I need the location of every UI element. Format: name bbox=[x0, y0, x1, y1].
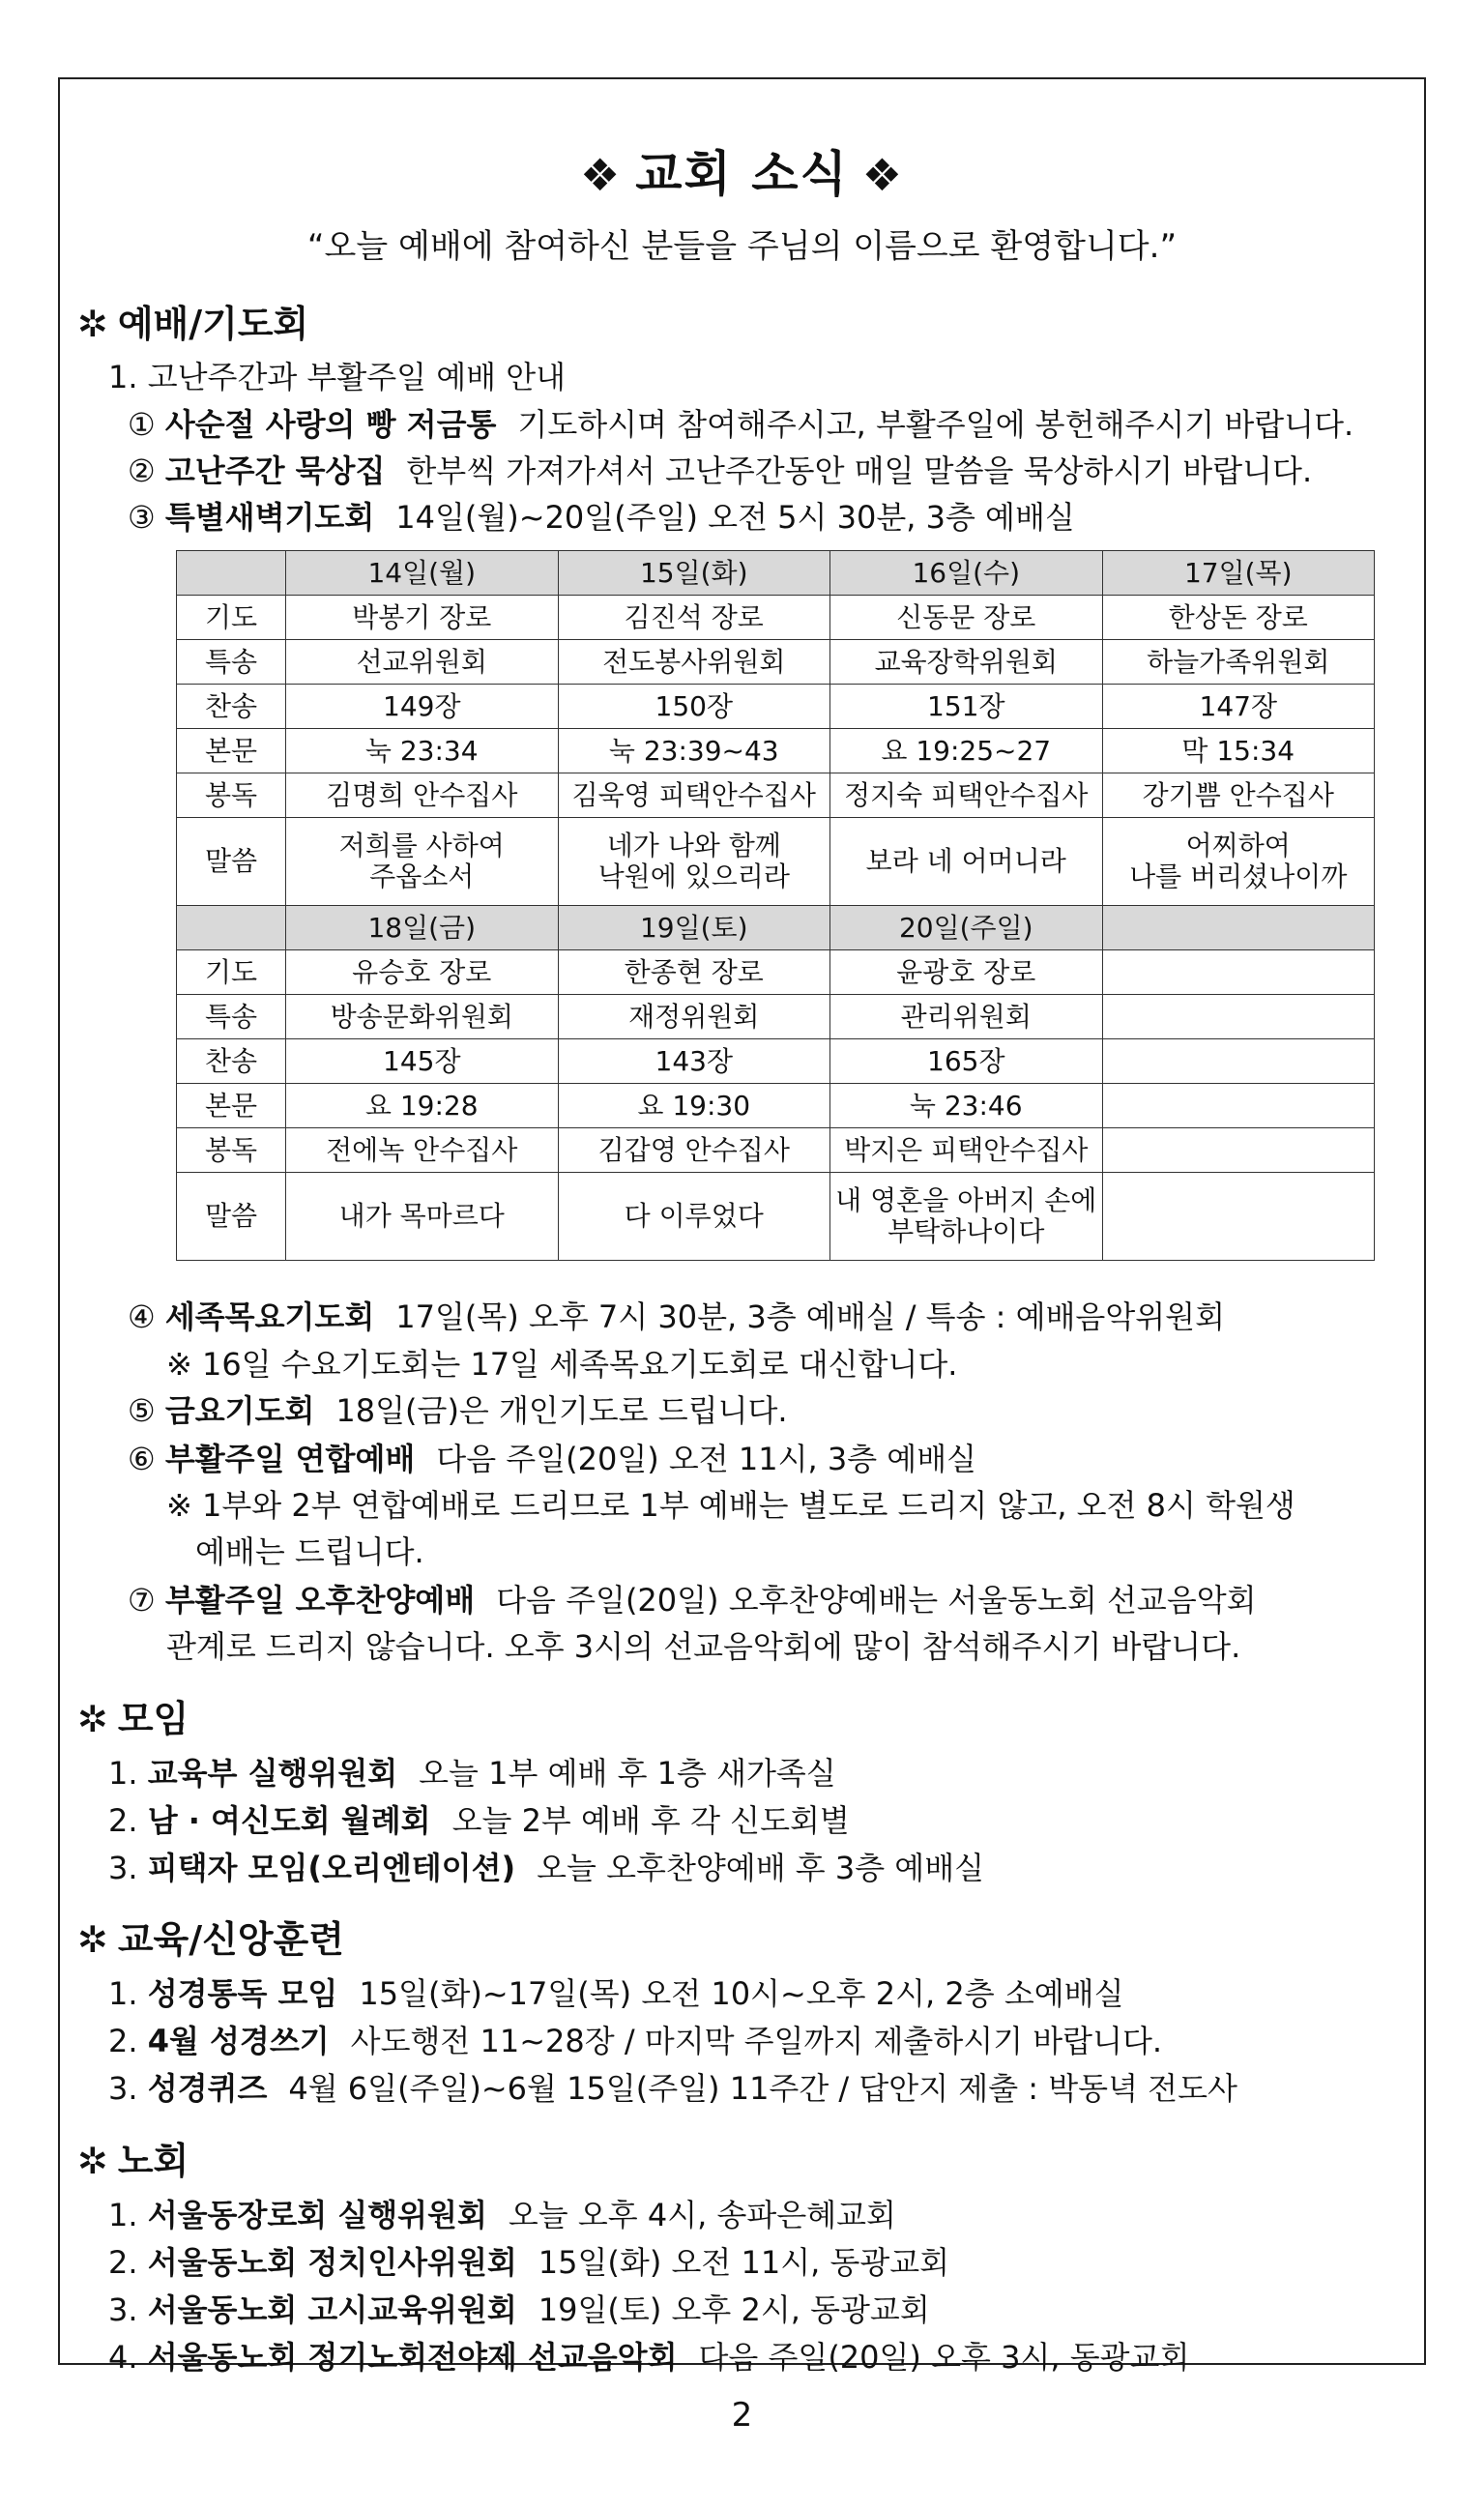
meeting-item-1: 1. 교육부 실행위원회 오늘 1부 예배 후 1층 새가족실 bbox=[108, 1755, 836, 1792]
header-corner-cell bbox=[177, 551, 286, 596]
schedule-cell: 눅 23:46 bbox=[830, 1084, 1103, 1128]
schedule-cell: 요 19:28 bbox=[286, 1084, 559, 1128]
schedule-cell: 145장 bbox=[286, 1039, 559, 1084]
section-heading-meetings bbox=[77, 1689, 189, 1742]
section-title: 교육/신앙훈련 bbox=[117, 1918, 344, 1961]
schedule-row-special bbox=[177, 995, 1375, 1039]
presbytery-item-1: 1. 서울동장로회 실행위원회 오늘 오후 4시, 송파은혜교회 bbox=[108, 2197, 896, 2233]
schedule-row-prayer bbox=[177, 596, 1375, 640]
section-title: 모임 bbox=[117, 1698, 189, 1740]
worship-note-6b: 예배는 드립니다. bbox=[195, 1533, 424, 1570]
schedule-row-word bbox=[177, 818, 1375, 906]
schedule-row-hymn bbox=[177, 685, 1375, 729]
presbytery-item-4: 4. 서울동노회 정기노회전야제 선교음악회 다음 주일(20일) 오후 3시, 동광교회 bbox=[108, 2339, 1190, 2376]
day-header-cell: 16일(수) bbox=[830, 551, 1103, 596]
header-corner-cell bbox=[177, 906, 286, 950]
schedule-cell: 윤광호 장로 bbox=[830, 950, 1103, 995]
schedule-cell: 한종현 장로 bbox=[558, 950, 830, 995]
schedule-header-row bbox=[177, 906, 1375, 950]
empty-cell bbox=[1102, 1039, 1375, 1084]
schedule-cell: 박봉기 장로 bbox=[286, 596, 559, 640]
day-header-cell: 20일(주일) bbox=[830, 906, 1103, 950]
empty-cell bbox=[1102, 1128, 1375, 1173]
dawn-prayer-schedule-table bbox=[176, 550, 1375, 1261]
section-heading-presbytery bbox=[77, 2131, 189, 2184]
section-heading-worship bbox=[77, 294, 308, 347]
schedule-row-text bbox=[177, 1084, 1375, 1128]
row-label-cell: 본문 bbox=[177, 1084, 286, 1128]
schedule-cell bbox=[830, 1173, 1103, 1261]
schedule-row-reader bbox=[177, 773, 1375, 818]
row-label-cell: 말씀 bbox=[177, 1173, 286, 1261]
sermon-title-line: 보라 네 어머니라 bbox=[865, 845, 1066, 877]
section-heading-education bbox=[77, 1910, 344, 1963]
schedule-cell: 한상돈 장로 bbox=[1102, 596, 1375, 640]
schedule-cell: 눅 23:39~43 bbox=[558, 729, 830, 773]
schedule-cell: 하늘가족위원회 bbox=[1102, 640, 1375, 685]
empty-cell bbox=[1102, 1173, 1375, 1261]
schedule-cell: 149장 bbox=[286, 685, 559, 729]
page-title-row bbox=[60, 135, 1424, 205]
schedule-cell bbox=[286, 1173, 559, 1261]
asterisk-bullet-icon: ✲ bbox=[77, 303, 108, 345]
empty-cell bbox=[1102, 906, 1375, 950]
day-header-cell: 15일(화) bbox=[558, 551, 830, 596]
schedule-cell: 김진석 장로 bbox=[558, 596, 830, 640]
schedule-cell: 박지은 피택안수집사 bbox=[830, 1128, 1103, 1173]
row-label-cell: 특송 bbox=[177, 995, 286, 1039]
empty-cell bbox=[1102, 995, 1375, 1039]
schedule-cell bbox=[1102, 818, 1375, 906]
worship-item-1: 1. 고난주간과 부활주일 예배 안내 bbox=[108, 359, 567, 395]
schedule-cell: 눅 23:34 bbox=[286, 729, 559, 773]
schedule-row-reader bbox=[177, 1128, 1375, 1173]
schedule-cell bbox=[558, 1173, 830, 1261]
sermon-title-line: 내 영혼을 아버지 손에 bbox=[835, 1184, 1097, 1216]
meeting-item-3: 3. 피택자 모임(오리엔테이션) 오늘 오후찬양예배 후 3층 예배실 bbox=[108, 1850, 985, 1886]
sermon-title-line: 다 이루었다 bbox=[624, 1200, 764, 1232]
day-header-cell: 18일(금) bbox=[286, 906, 559, 950]
diamond-ornament-icon: ❖ bbox=[579, 149, 623, 201]
schedule-row-hymn bbox=[177, 1039, 1375, 1084]
schedule-row-prayer bbox=[177, 950, 1375, 995]
sermon-title-line: 네가 나와 함께 bbox=[606, 830, 781, 861]
schedule-cell: 165장 bbox=[830, 1039, 1103, 1084]
schedule-cell: 전에녹 안수집사 bbox=[286, 1128, 559, 1173]
schedule-cell: 요 19:30 bbox=[558, 1084, 830, 1128]
schedule-cell: 선교위원회 bbox=[286, 640, 559, 685]
schedule-cell: 관리위원회 bbox=[830, 995, 1103, 1039]
sermon-title-line: 부탁하나이다 bbox=[887, 1215, 1045, 1247]
worship-sub-7: ⑦ 부활주일 오후찬양예배 다음 주일(20일) 오후찬양예배는 서울동노회 선교음악회 bbox=[128, 1582, 1257, 1619]
day-header-cell: 17일(목) bbox=[1102, 551, 1375, 596]
sermon-title-line: 낙원에 있으리라 bbox=[597, 861, 790, 892]
schedule-cell: 막 15:34 bbox=[1102, 729, 1375, 773]
schedule-cell bbox=[830, 818, 1103, 906]
section-title: 노회 bbox=[117, 2140, 189, 2182]
row-label-cell: 본문 bbox=[177, 729, 286, 773]
schedule-cell: 143장 bbox=[558, 1039, 830, 1084]
bulletin-frame bbox=[58, 77, 1426, 2376]
row-label-cell: 기도 bbox=[177, 950, 286, 995]
asterisk-bullet-icon: ✲ bbox=[77, 1918, 108, 1961]
row-label-cell: 봉독 bbox=[177, 1128, 286, 1173]
schedule-cell: 150장 bbox=[558, 685, 830, 729]
page-title: 교회 소식 bbox=[635, 146, 849, 202]
sermon-title-line: 저희를 사하여 bbox=[338, 830, 505, 861]
worship-sub-2: ② 고난주간 묵상집 한부씩 가져가셔서 고난주간동안 매일 말씀을 묵상하시기 바랍니다. bbox=[128, 452, 1313, 489]
empty-cell bbox=[1102, 1084, 1375, 1128]
schedule-cell: 전도봉사위원회 bbox=[558, 640, 830, 685]
diamond-ornament-icon: ❖ bbox=[861, 149, 905, 201]
schedule-cell: 김욱영 피택안수집사 bbox=[558, 773, 830, 818]
schedule-cell: 강기쁨 안수집사 bbox=[1102, 773, 1375, 818]
schedule-cell: 재정위원회 bbox=[558, 995, 830, 1039]
education-item-3: 3. 성경퀴즈 4월 6일(주일)~6월 15일(주일) 11주간 / 답안지 제출 : 박동녁 전도사 bbox=[108, 2070, 1237, 2107]
schedule-cell: 김명희 안수집사 bbox=[286, 773, 559, 818]
meeting-item-2: 2. 남 · 여신도회 월례회 오늘 2부 예배 후 각 신도회별 bbox=[108, 1802, 850, 1839]
page-number: 2 bbox=[731, 2396, 753, 2435]
section-title: 예배/기도회 bbox=[117, 303, 309, 345]
worship-note-4: ※ 16일 수요기도회는 17일 세족목요기도회로 대신합니다. bbox=[166, 1346, 958, 1383]
row-label-cell: 찬송 bbox=[177, 1039, 286, 1084]
presbytery-item-3: 3. 서울동노회 고시교육위원회 19일(토) 오후 2시, 동광교회 bbox=[108, 2291, 930, 2328]
day-header-cell: 19일(토) bbox=[558, 906, 830, 950]
schedule-row-word bbox=[177, 1173, 1375, 1261]
schedule-cell: 김갑영 안수집사 bbox=[558, 1128, 830, 1173]
worship-sub-5: ⑤ 금요기도회 18일(금)은 개인기도로 드립니다. bbox=[128, 1392, 788, 1429]
worship-sub-1: ① 사순절 사랑의 빵 저금통 기도하시며 참여해주시고, 부활주일에 봉헌해주시기 바랍니다. bbox=[128, 406, 1354, 443]
row-label-cell: 말씀 bbox=[177, 818, 286, 906]
schedule-cell: 유승호 장로 bbox=[286, 950, 559, 995]
sermon-title-line: 주옵소서 bbox=[369, 861, 475, 892]
schedule-cell: 정지숙 피택안수집사 bbox=[830, 773, 1103, 818]
presbytery-item-2: 2. 서울동노회 정치인사위원회 15일(화) 오전 11시, 동광교회 bbox=[108, 2244, 950, 2281]
asterisk-bullet-icon: ✲ bbox=[77, 2140, 108, 2182]
day-header-cell: 14일(월) bbox=[286, 551, 559, 596]
education-item-2: 2. 4월 성경쓰기 사도행전 11~28장 / 마지막 주일까지 제출하시기 바랍니다. bbox=[108, 2023, 1163, 2059]
schedule-row-special bbox=[177, 640, 1375, 685]
schedule-cell: 교육장학위원회 bbox=[830, 640, 1103, 685]
schedule-row-text bbox=[177, 729, 1375, 773]
education-item-1: 1. 성경통독 모임 15일(화)~17일(목) 오전 10시~오후 2시, 2층 소예배실 bbox=[108, 1975, 1124, 2012]
worship-sub-7-cont: 관계로 드리지 않습니다. 오후 3시의 선교음악회에 많이 참석해주시기 바랍니다. bbox=[166, 1628, 1241, 1665]
schedule-cell: 신동문 장로 bbox=[830, 596, 1103, 640]
sermon-title-line: 나를 버리셨나이까 bbox=[1129, 861, 1348, 892]
row-label-cell: 기도 bbox=[177, 596, 286, 640]
row-label-cell: 특송 bbox=[177, 640, 286, 685]
schedule-header-row bbox=[177, 551, 1375, 596]
worship-sub-4: ④ 세족목요기도회 17일(목) 오후 7시 30분, 3층 예배실 / 특송 : 예배음악위원회 bbox=[128, 1298, 1225, 1335]
schedule-cell bbox=[558, 818, 830, 906]
worship-note-6a: ※ 1부와 2부 연합예배로 드리므로 1부 예배는 별도로 드리지 않고, 오전 8시 학원생 bbox=[166, 1487, 1295, 1524]
schedule-cell: 요 19:25~27 bbox=[830, 729, 1103, 773]
worship-sub-3: ③ 특별새벽기도회 14일(월)~20일(주일) 오전 5시 30분, 3층 예배실 bbox=[128, 499, 1075, 536]
row-label-cell: 봉독 bbox=[177, 773, 286, 818]
welcome-message: “오늘 예배에 참여하신 분들을 주님의 이름으로 환영합니다.” bbox=[306, 227, 1178, 266]
schedule-cell: 147장 bbox=[1102, 685, 1375, 729]
schedule-cell: 151장 bbox=[830, 685, 1103, 729]
asterisk-bullet-icon: ✲ bbox=[77, 1698, 108, 1740]
row-label-cell: 찬송 bbox=[177, 685, 286, 729]
sermon-title-line: 내가 목마르다 bbox=[338, 1200, 505, 1232]
empty-cell bbox=[1102, 950, 1375, 995]
schedule-cell bbox=[286, 818, 559, 906]
schedule-cell: 방송문화위원회 bbox=[286, 995, 559, 1039]
sermon-title-line: 어찌하여 bbox=[1185, 830, 1291, 861]
worship-sub-6: ⑥ 부활주일 연합예배 다음 주일(20일) 오전 11시, 3층 예배실 bbox=[128, 1441, 977, 1477]
